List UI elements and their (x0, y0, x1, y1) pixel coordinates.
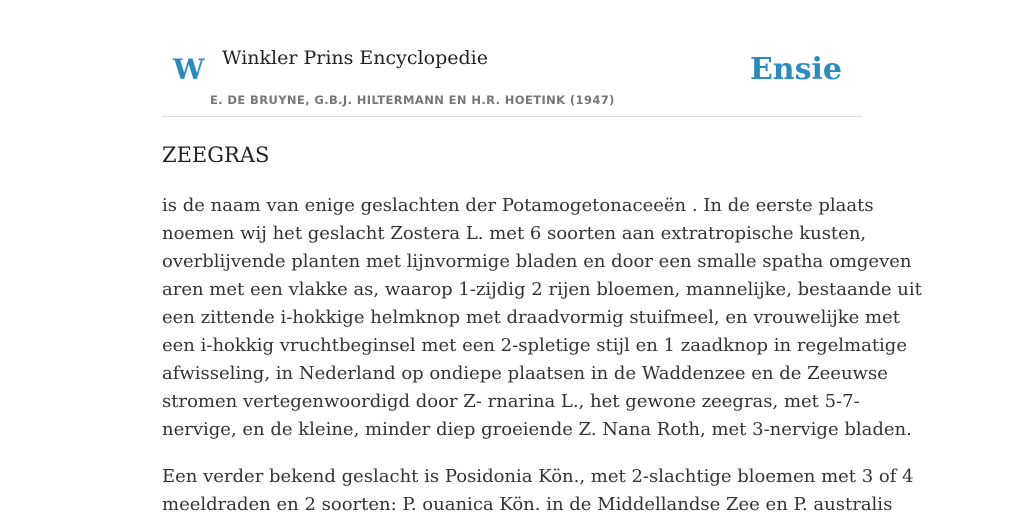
ensie-logo[interactable]: Ensie (749, 52, 842, 87)
paragraph-line: nervige, en de kleine, minder diep groeiende Z. Nana Roth, met 3-nervige bladen. (162, 419, 912, 440)
source-header (162, 0, 862, 117)
paragraph-line: een i-hokkig vruchtbeginsel met een 2-spletige stijl en 1 zaadknop in regelmatige (162, 335, 907, 356)
paragraph-line: overblijvende planten met lijnvormige bladen en door een smalle spatha omgeven (162, 251, 912, 272)
page-content (162, 0, 922, 515)
paragraph-line: Een verder bekend geslacht is Posidonia Kön., met 2-slachtige bloemen met 3 of 4 (162, 466, 914, 487)
paragraph-line: stromen vertegenwoordigd door Z- rnarina L., het gewone zeegras, met 5-7- (162, 391, 860, 412)
paragraph-line: noemen wij het geslacht Zostera L. met 6 soorten aan extratropische kusten, (162, 223, 867, 244)
paragraph-line: meeldraden en 2 soorten: P. ouanica Kön. in de Middellandse Zee en P. australis (162, 494, 893, 515)
source-logo-icon[interactable]: W (173, 53, 205, 86)
article-paragraph-2 (162, 463, 914, 519)
source-authors: E. DE BRUYNE, G.B.J. HILTERMANN EN H.R. HOETINK (1947) (210, 93, 615, 107)
article-paragraph-1 (162, 192, 922, 444)
article-title: ZEEGRAS (162, 143, 270, 167)
paragraph-line: afwisseling, in Nederland op ondiepe plaatsen in de Waddenzee en de Zeeuwse (162, 363, 888, 384)
source-title-link[interactable]: Winkler Prins Encyclopedie (222, 47, 488, 69)
paragraph-line: aren met een vlakke as, waarop 1-zijdig 2 rijen bloemen, mannelijke, bestaande uit (162, 279, 922, 300)
paragraph-line: een zittende i-hokkige helmknop met draadvormig stuifmeel, en vrouwelijke met (162, 307, 900, 328)
paragraph-line: is de naam van enige geslachten der Potamogetonaceeën . In de eerste plaats (162, 195, 874, 216)
